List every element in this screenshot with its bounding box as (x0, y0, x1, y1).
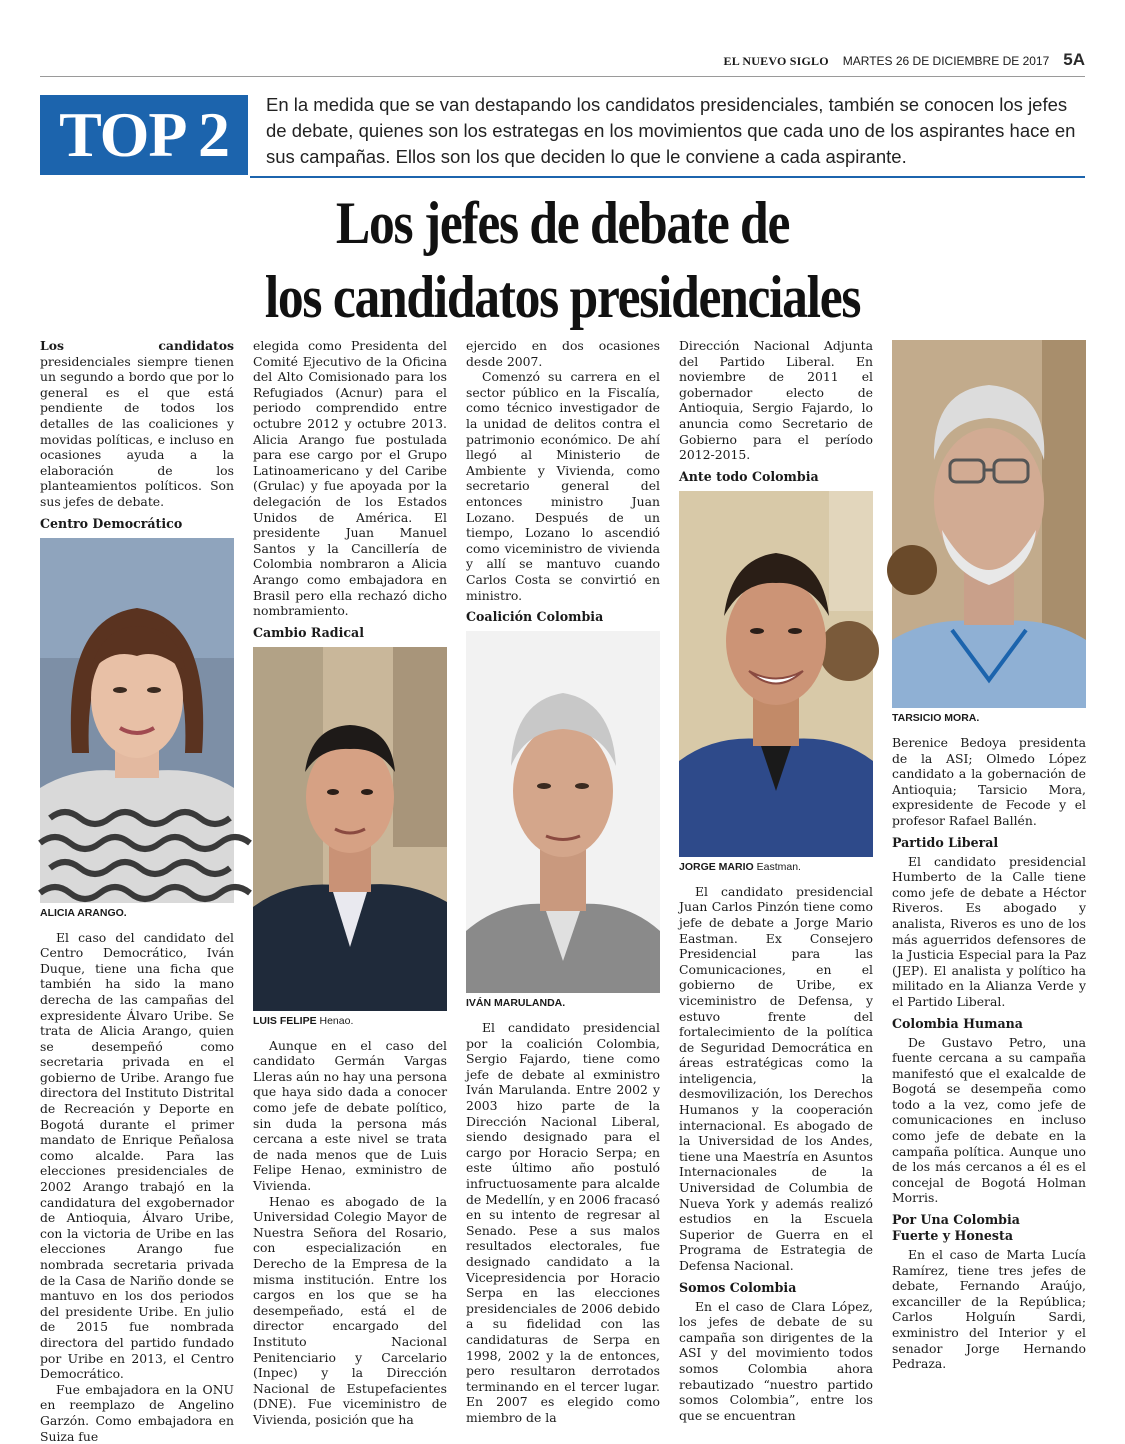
publication-name: EL NUEVO SIGLO (723, 54, 829, 68)
photo-jorge-mario-eastman (679, 491, 873, 857)
page-folio (723, 50, 1085, 76)
paragraph: El candidato presidencial Juan Carlos Pinzón tiene como jefe de debate a Jorge Mario Eastman. Ex Consejero Presidencial para las Comunicaciones, en el gobierno de Uribe, ex viceministro de Defensa, y estuvo frente del fortalecimiento de la política de Seguridad Democrática en áreas estratégicas como la inteligencia, la desmovilización, los Derechos Humanos y la cooperación internacional. Es abogado de la Universidad de los Andes, tiene una Maestría en Asuntos Internacionales de la Universidad de Columbia de Nueva York y además realizó estudios en la Escuela Superior de Guerra en el Programa de Estrategia de Defensa Nacional. (679, 883, 873, 1273)
paragraph: De Gustavo Petro, una fuente cercana a su campaña manifestó que el exalcalde de Bogotá se desempeña como todo a la vez, como jefe de comunicaciones en incluso como jefe de debate en la campaña política. Aunque uno de los más cercanos a él es el concejal de Bogotá Holman Morris. (892, 1034, 1086, 1206)
subhead-coalicion-colombia: Coalición Colombia (466, 609, 604, 625)
article-column-1 (40, 338, 234, 1444)
headline (113, 186, 1012, 334)
headline-line-2: los candidatos presidenciales (264, 264, 861, 330)
photo-ivan-marulanda (466, 631, 660, 993)
caption-jorge-mario: JORGE MARIO Eastman. (679, 860, 801, 873)
article-column-4 (679, 338, 873, 1423)
issue-date: MARTES 26 DE DICIEMBRE DE 2017 (842, 54, 1050, 68)
paragraph: elegida como Presidenta del Comité Ejecutivo de la Oficina del Alto Comisionado para los Refugiados (Acnur) para el periodo comprendido entre octubre 2012 y octubre 2013. Alicia Arango fue postulada para ese cargo por el Grupo Latinoamericano y del Caribe (Grulac) y fue apoyada por la delegación de los Estados Unidos de América. El presidente Juan Manuel Santos y la Cancillería de Colombia nombraron a Alicia Arango como embajadora en Brasil pero ella rechazó dicho nombramiento. (253, 338, 447, 619)
caption-ivan-marulanda: IVÁN MARULANDA. (466, 997, 566, 1010)
article-column-3 (466, 338, 660, 1426)
article-column-5 (892, 338, 1086, 1372)
paragraph: Henao es abogado de la Universidad Colegio Mayor de Nuestra Señora del Rosario, con especialización en Derecho de la Empresa de la misma institución. Entre los cargos en los que se ha desempeñado, está el de director encargado del Instituto Nacional Penitenciario y Carcelario (Inpec) y la Dirección Nacional de Estupefacientes (DNE). Fue viceministro de Vivienda, posición que ha (253, 1193, 447, 1427)
paragraph: En el caso de Marta Lucía Ramírez, tiene tres jefes de debate, Fernando Araújo, excanciller de la República; Carlos Holguín Sardi, exministro del Interior y el senador Jorge Hernando Pedraza. (892, 1247, 1086, 1372)
photo-alicia-arango (40, 538, 234, 903)
paragraph: Fue embajadora en la ONU en reemplazo de Angelino Garzón. Como embajadora en Suiza fue (40, 1381, 234, 1444)
paragraph: ejercido en dos ocasiones desde 2007. (466, 338, 660, 369)
paragraph: El candidato presidencial por la coalición Colombia, Sergio Fajardo, tiene como jefe de debate al exministro Iván Marulanda. Entre 2002 y 2003 hizo parte de la Dirección Nacional Liberal, siendo designado para el cargo por Horacio Serpa; en este último año postuló infructuosamente para alcalde de Medellín, y en 2006 fracasó en su intento de regresar al Senado. Pese a sus malos resultados electorales, fue designado candidato a la Vicepresidencia por Horacio Serpa en las elecciones presidenciales de 2006 debido a su fidelidad con las candidaturas de Serpa en 1998, 2002 y la de entonces, pero resultaron derrotados terminando en el tercer lugar. En 2007 es elegido como miembro de la (466, 1020, 660, 1425)
section-rule (250, 176, 1085, 178)
paragraph: El caso del candidato del Centro Democrático, Iván Duque, tiene una ficha que también ha sido la mano derecha de las campañas del expresidente Álvaro Uribe. Se trata de Alicia Arango, quien se desempeñó como secretaria privada en el gobierno de Uribe. Arango fue directora del Instituto Distrital de Recreación y Deporte en Bogotá durante el primer mandato de Enrique Peñalosa como alcalde. Para las elecciones presidenciales de 2002 Arango trabajó en la candidatura del exgobernador de Antioquia, Álvaro Uribe, con la victoria de Uribe en las elecciones Arango fue nombrada secretaria privada de la Casa de Nariño donde se mantuvo en los dos periodos del presidente Uribe. En julio de 2015 fue nombrada directora del partido fundado por Uribe en 2013, el Centro Democrático. (40, 929, 234, 1382)
caption-alicia-arango: ALICIA ARANGO. (40, 906, 127, 919)
lead-in: Los candidatos (40, 338, 234, 353)
photo-luis-felipe-henao (253, 647, 447, 1011)
section-intro: En la medida que se van destapando los candidatos presidenciales, también se conocen los jefes de debate, quienes son los estrategas en los movimientos que cada uno de los aspirantes hace en sus campañas. Ellos son los que deciden lo que le conviene a cada aspirante. (266, 94, 1076, 167)
subhead-ante-todo-colombia: Ante todo Colombia (679, 468, 819, 484)
caption-tarsicio-mora: TARSICIO MORA. (892, 712, 980, 724)
paragraph: Comenzó su carrera en el sector público en la Fiscalía, como técnico investigador de la unidad de delitos contra el patrimonio económico. De ahí llegó al Ministerio de Ambiente y Vivienda, como secretario general del entonces ministro Juan Lozano. Después de un tiempo, Lozano lo ascendió como viceministro de vivienda y allí se mantuvo cuando Carlos Costa se convirtió en ministro. (466, 369, 660, 603)
page-number: 5A (1063, 50, 1085, 69)
section-label: TOP 2 (40, 95, 248, 175)
paragraph: Aunque en el caso del candidato Germán Vargas Lleras aún no hay una persona que haya sido dada a conocer como jefe de debate político, sin duda la persona más cercana a este nivel se trata de nada menos que de Luis Felipe Henao, exministro de Vivienda. (253, 1037, 447, 1194)
caption-luis-felipe: LUIS FELIPE Henao. (253, 1014, 354, 1027)
headline-line-1: Los jefes de debate de (335, 190, 790, 256)
paragraph: Berenice Bedoya presidenta de la ASI; Olmedo López candidato a la gobernación de Antioquia; Tarsicio Mora, expresidente de Fecode y el profesor Rafael Ballén. (892, 735, 1086, 828)
paragraph: En el caso de Clara López, los jefes de debate de su campaña son dirigentes de la ASI y del movimiento todos somos Colombia ahora rebautizado “nuestro partido somos Colombia”, entre los que se encuentran (679, 1298, 873, 1423)
article-column-2 (253, 338, 447, 1428)
subhead-centro-democratico: Centro Democrático (40, 515, 183, 531)
subhead-colombia-humana: Colombia Humana (892, 1015, 1023, 1031)
top-rule (40, 76, 1085, 77)
intro-paragraph (40, 338, 234, 510)
intro-text: presidenciales siempre tienen un segundo a bordo que por lo general es el que está pendiente de todos los detalles de las coaliciones y movidas políticas, e incluso en ocasiones ayuda a la elaboración de los planteamientos políticos. Son sus jefes de debate. (40, 353, 234, 509)
photo-tarsicio-mora (892, 340, 1086, 708)
subhead-cambio-radical: Cambio Radical (253, 624, 365, 640)
paragraph: Dirección Nacional Adjunta del Partido Liberal. En noviembre de 2011 el gobernador electo de Antioquia, Sergio Fajardo, lo anuncia como Secretario de Gobierno para el período 2012-2015. (679, 338, 873, 463)
subhead-por-una-colombia: Por Una Colombia Fuerte y Honesta (892, 1212, 1020, 1244)
subhead-partido-liberal: Partido Liberal (892, 834, 999, 850)
paragraph: El candidato presidencial Humberto de la Calle tiene como jefe de debate a Héctor Riveros. Es abogado y analista, Riveros es uno de los más aguerridos defensores de la Justicia Especial para la Paz (JEP). El analista y político ha militado en la Alianza Verde y el Partido Liberal. (892, 853, 1086, 1009)
subhead-somos-colombia: Somos Colombia (679, 1279, 797, 1295)
